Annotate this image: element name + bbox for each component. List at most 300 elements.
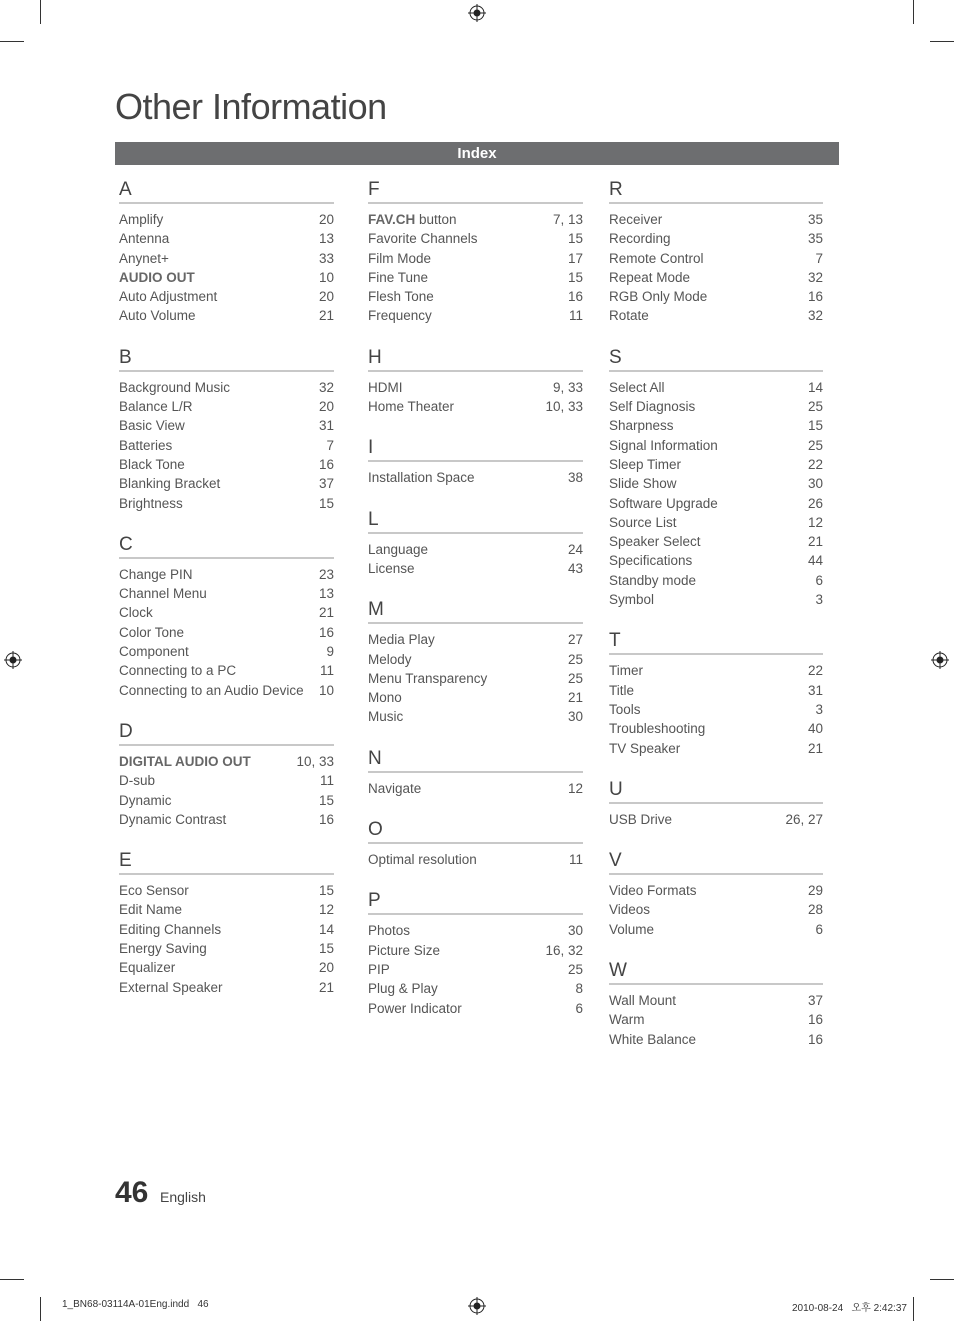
index-term-text: Video Formats [609,883,697,899]
index-entry [119,939,334,958]
index-page-ref: 30 [567,709,583,725]
section-divider [609,370,823,372]
section-gap [609,939,823,959]
index-entry [609,436,823,455]
index-page-ref: 26, 27 [785,811,823,827]
section-gap [368,578,583,598]
index-term-text: FAV.CH [368,212,416,227]
index-term [119,752,251,771]
index-term-text: Fine Tune [368,269,429,285]
index-entry [609,719,823,738]
index-entry [368,999,583,1018]
index-page-ref: 31 [807,682,823,698]
index-term [368,850,477,869]
index-term [609,920,654,939]
index-page-ref: 25 [567,670,583,686]
section-letter: U [609,778,623,800]
index-entry [119,565,334,584]
section-gap [609,609,823,629]
index-page-ref: 25 [807,437,823,453]
section-letter: I [368,437,374,459]
section-divider [119,370,334,372]
index-term [368,378,403,397]
index-column-3 [609,178,823,1049]
index-page-ref: 35 [807,212,823,227]
section-divider [368,370,583,372]
page-number: 46 [115,1176,149,1209]
page-title: Other Information [115,86,387,127]
section-gap [119,829,334,849]
index-page-ref: 16 [318,811,334,827]
index-page-ref: 6 [575,1000,583,1016]
index-entry [368,850,583,869]
index-page-ref: 11 [319,663,334,679]
index-term [119,939,207,958]
index-term-text: Receiver [609,212,663,227]
index-entry [368,630,583,649]
index-page-ref: 14 [318,921,334,937]
index-term-text: AUDIO OUT [119,269,195,285]
index-page-ref: 10 [318,269,334,285]
index-page-ref: 16 [807,1012,823,1028]
index-entry [368,707,583,726]
index-page-ref: 32 [807,269,823,285]
index-section-m [368,598,583,726]
index-entry [609,416,823,435]
index-entry [119,416,334,435]
index-term-text: Title [609,682,635,698]
index-term-text: Home Theater [368,399,455,415]
index-page-ref: 12 [807,514,823,530]
index-term [609,590,654,609]
index-page-ref: 20 [318,212,334,227]
index-term-text: Mono [368,690,402,706]
section-letter: C [119,533,133,555]
index-term-text: Language [368,541,429,557]
index-term-text: Black Tone [119,456,185,472]
index-page-ref: 16 [567,289,583,305]
index-section-e [119,849,334,997]
index-page-ref: 11 [568,308,583,324]
index-term-text: Installation Space [368,470,475,486]
index-page-ref: 12 [318,902,334,918]
section-gap [368,869,583,889]
index-entry [609,397,823,416]
index-section-n [368,747,583,798]
index-term [119,642,189,661]
section-divider [368,532,583,534]
index-page-ref: 35 [807,231,823,247]
index-entry [368,540,583,559]
index-entry [609,590,823,609]
index-term [368,941,440,960]
index-term [119,494,183,513]
index-term-text: Tools [609,701,641,717]
index-term-text: Energy Saving [119,941,207,957]
index-entry [368,921,583,940]
index-page-ref: 13 [318,231,334,247]
index-term-text: Media Play [368,632,435,648]
index-entry [609,881,823,900]
index-entry [609,306,823,325]
index-column-2 [368,178,583,1018]
index-entry [119,900,334,919]
index-term [119,455,185,474]
index-term-text: Sharpness [609,418,674,434]
index-term-text: Recording [609,231,671,247]
index-term [119,416,185,435]
index-term [368,210,457,229]
index-entry [119,791,334,810]
index-term-text: Brightness [119,495,183,511]
index-entry [609,551,823,570]
index-entry [609,739,823,758]
section-divider [119,873,334,875]
index-term [119,249,169,268]
index-column-1 [119,178,334,997]
index-term-text: Eco Sensor [119,883,189,899]
index-term [119,623,184,642]
index-term-text: Anynet+ [119,250,169,266]
index-entry [368,979,583,998]
index-term [119,681,304,700]
index-section-f [368,178,583,326]
index-entry [119,752,334,771]
index-term-text: Connecting to a PC [119,663,237,679]
index-term [368,999,462,1018]
index-page-ref: 16 [318,456,334,472]
index-term-text: Specifications [609,553,693,569]
index-term [368,397,454,416]
section-divider [609,653,823,655]
index-header-bar: Index [115,142,839,165]
index-term [609,378,665,397]
section-divider [368,202,583,204]
index-page-ref: 32 [807,308,823,324]
index-entry [609,700,823,719]
index-entry [609,249,823,268]
index-entry [119,378,334,397]
crop-mark [40,1297,41,1321]
index-term-text: Wall Mount [609,993,677,1009]
section-gap [368,326,583,346]
index-section-b [119,346,334,513]
index-term-text: Rotate [609,308,649,324]
index-term-text: Balance L/R [119,399,193,415]
index-page-ref: 21 [807,740,823,756]
index-page-ref: 20 [318,960,334,976]
index-term [609,532,701,551]
section-divider [119,202,334,204]
index-page-ref: 15 [318,941,334,957]
index-term [368,707,403,726]
index-term [119,287,217,306]
index-page-ref: 15 [318,883,334,899]
section-letter: W [609,960,627,982]
index-section-l [368,508,583,579]
section-letter: L [368,508,379,530]
index-page-ref: 15 [567,231,583,247]
registration-mark-icon [468,4,486,22]
index-term [368,630,435,649]
index-entry [368,941,583,960]
index-page-ref: 29 [807,883,823,899]
section-letter: D [119,720,133,742]
index-term [368,229,478,248]
section-divider [609,873,823,875]
index-term [609,700,641,719]
index-section-p [368,889,583,1017]
index-term [368,688,402,707]
index-entry [609,900,823,919]
index-term [119,771,155,790]
index-entry [368,468,583,487]
index-term-text: Sleep Timer [609,456,682,472]
index-entry [119,287,334,306]
section-letter: V [609,850,622,872]
index-term-text: Edit Name [119,902,183,918]
index-term-text: Favorite Channels [368,231,478,247]
index-entry [119,881,334,900]
index-page-ref: 38 [567,470,583,486]
index-term-text: Amplify [119,212,164,227]
index-term [368,559,415,578]
index-page-ref: 13 [318,586,334,602]
index-entry [368,249,583,268]
index-term-text: White Balance [609,1031,697,1047]
index-entry [609,571,823,590]
index-term [368,306,432,325]
index-entry [119,229,334,248]
index-page-ref: 21 [567,690,583,706]
index-term [609,416,674,435]
index-page-ref: 20 [318,289,334,305]
index-term [609,900,650,919]
section-gap [609,829,823,849]
index-entry [119,920,334,939]
crop-mark [913,0,914,24]
index-term-text: Background Music [119,379,231,395]
index-page-ref: 17 [567,250,583,266]
index-term [368,669,487,688]
index-term [119,978,223,997]
section-gap [119,326,334,346]
index-term-text: Photos [368,923,411,939]
index-term-text: Source List [609,514,677,530]
index-term [368,540,428,559]
index-term-text: Picture Size [368,942,441,958]
index-entry [119,603,334,622]
index-entry [609,513,823,532]
index-entry [119,397,334,416]
index-term-text: Basic View [119,418,185,434]
index-term-text: Plug & Play [368,981,438,997]
index-page-ref: 16 [318,624,334,640]
index-page-ref: 7 [815,250,823,266]
section-letter: F [368,179,380,200]
crop-mark [40,0,41,24]
footer-file-info: 1_BN68-03114A-01Eng.indd 46 [62,1299,209,1310]
index-page-ref: 16 [807,1031,823,1047]
index-term-text: Component [119,644,189,660]
index-entry [609,378,823,397]
index-section-c [119,533,334,700]
index-term [119,958,175,977]
index-entry [119,436,334,455]
index-page-ref: 44 [807,553,823,569]
index-term [119,881,189,900]
index-term-text: Remote Control [609,250,704,266]
section-letter: A [119,179,132,200]
index-term [609,249,704,268]
index-term [609,306,649,325]
index-term-text: Frequency [368,308,432,324]
index-page-ref: 16, 32 [545,942,583,958]
index-term [119,603,153,622]
index-page-ref: 30 [807,476,823,492]
index-entry [368,669,583,688]
index-term-text: Change PIN [119,566,193,582]
index-term [368,979,438,998]
index-entry [368,287,583,306]
index-term [609,810,672,829]
crop-mark [0,41,24,42]
index-section-u [609,778,823,829]
index-term [368,650,412,669]
index-term-text: Standby mode [609,572,697,588]
index-page-ref: 15 [318,792,334,808]
index-entry [368,397,583,416]
index-term-text: TV Speaker [609,740,681,756]
index-term-text: Melody [368,651,412,667]
index-entry [119,306,334,325]
index-term-text: Volume [609,921,655,937]
index-page-ref: 21 [318,605,334,621]
index-entry [368,268,583,287]
index-entry [368,779,583,798]
index-term [368,287,434,306]
index-section-w [609,959,823,1049]
index-term [609,739,680,758]
index-term-text: Blanking Bracket [119,476,221,492]
index-entry [368,378,583,397]
index-page-ref: 43 [567,560,583,576]
index-term [368,921,410,940]
index-term [609,719,705,738]
index-term [368,249,431,268]
index-term [609,268,690,287]
index-term-text: Optimal resolution [368,852,477,868]
index-entry [609,810,823,829]
index-term-text: Software Upgrade [609,495,718,511]
registration-mark-icon [468,1297,486,1315]
section-divider [368,913,583,915]
index-entry [609,287,823,306]
index-entry [609,268,823,287]
index-term [609,1030,696,1049]
index-page-ref: 9 [326,644,334,660]
crop-mark [913,1297,914,1321]
index-page-ref: 40 [807,721,823,737]
index-entry [119,978,334,997]
index-term-text: Editing Channels [119,921,222,937]
index-term [609,681,634,700]
index-term-text: Equalizer [119,960,176,976]
index-entry [368,210,583,229]
page-language: English [160,1189,206,1205]
index-entry [609,494,823,513]
index-entry [119,771,334,790]
section-letter: E [119,850,132,872]
section-divider [119,744,334,746]
section-divider [368,460,583,462]
index-term-text: USB Drive [609,811,673,827]
index-page-ref: 32 [318,379,334,395]
section-divider [368,771,583,773]
section-letter: M [368,599,384,621]
index-entry [609,681,823,700]
index-term [119,229,169,248]
index-term [119,268,195,287]
crop-mark [0,1279,24,1280]
index-page-ref: 24 [567,541,583,557]
index-page-ref: 20 [318,399,334,415]
index-section-s [609,346,823,610]
index-page-ref: 16 [807,289,823,305]
index-page-ref: 25 [807,399,823,415]
section-divider [368,842,583,844]
index-term-text: Clock [119,605,153,621]
index-term-text: Batteries [119,437,173,453]
index-page-ref: 21 [318,979,334,995]
index-page-ref: 10 [318,682,334,698]
index-term [119,661,236,680]
index-term-text: Film Mode [368,250,432,266]
index-page-ref: 23 [318,566,334,582]
index-page-ref: 15 [318,495,334,511]
index-term-text: Color Tone [119,624,185,640]
index-term-text: HDMI [368,379,403,395]
index-term [609,494,718,513]
registration-mark-icon [4,651,22,669]
index-term [119,397,193,416]
index-page-ref: 30 [567,923,583,939]
index-page-ref: 11 [568,852,583,868]
section-letter: O [368,819,383,841]
index-term-text: Navigate [368,780,422,796]
index-section-h [368,346,583,417]
crop-mark [930,1279,954,1280]
index-page-ref: 21 [318,308,334,324]
footer-date-info: 2010-08-24 오후 2:42:37 [792,1303,907,1314]
index-section-t [609,629,823,757]
index-entry [119,494,334,513]
index-term-text: External Speaker [119,979,223,995]
index-term-text: PIP [368,961,390,977]
index-term [609,661,643,680]
index-term [609,551,692,570]
index-page-ref: 33 [318,250,334,266]
index-entry [368,960,583,979]
index-term [368,960,390,979]
index-term-text: Antenna [119,231,170,247]
index-page-ref: 10, 33 [545,399,583,415]
index-term-text: Slide Show [609,476,677,492]
section-letter: B [119,346,132,368]
index-term-text: Warm [609,1012,645,1028]
index-term [609,881,697,900]
index-entry [119,681,334,700]
